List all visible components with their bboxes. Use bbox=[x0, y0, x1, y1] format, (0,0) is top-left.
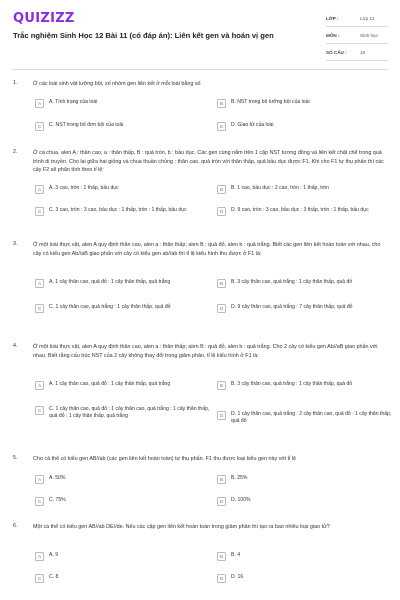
question-text: Ở các loài sinh vật lưỡng bội, số nhóm gen liên kết ở mỗi loài bằng số bbox=[33, 81, 201, 87]
option-letter-box: C bbox=[35, 497, 44, 506]
option-a[interactable] bbox=[35, 552, 210, 561]
option-a[interactable] bbox=[35, 475, 210, 484]
option-b[interactable] bbox=[217, 475, 392, 484]
option-text: B. 3 cây thân cao, quả trắng : 1 cây thân thấp, quả đỏ bbox=[231, 381, 353, 387]
option-text: A. 50% bbox=[49, 475, 66, 481]
meta-key: LỚP : bbox=[326, 15, 339, 21]
option-text: D. 16 bbox=[231, 574, 244, 580]
option-text: B. 25% bbox=[231, 475, 248, 481]
option-text: A. 1 cây thân cao, quả đỏ : 1 cây thân thấp, quả trắng bbox=[49, 381, 171, 387]
option-text: C. 1 cây thân cao, quả đỏ : 1 cây thân cao, quả trắng : 1 cây thân thấp, quả đỏ : 1 cây thân thấp, quả trắng bbox=[49, 406, 210, 419]
option-letter-box: D bbox=[217, 574, 226, 583]
option-letter-box: A bbox=[35, 99, 44, 108]
option-a[interactable] bbox=[35, 185, 210, 194]
option-text: D. 100% bbox=[231, 497, 251, 503]
option-a[interactable] bbox=[35, 99, 210, 108]
option-text: A. 3 cao, tròn : 1 thấp, bầu dục bbox=[49, 185, 119, 191]
option-text: B. 3 cây thân cao, quả trắng : 1 cây thân thấp, quả đỏ bbox=[231, 279, 353, 285]
option-letter-box: B bbox=[217, 475, 226, 484]
option-letter-box: D bbox=[217, 411, 226, 420]
meta-row-class bbox=[326, 10, 388, 27]
option-text: C. 75% bbox=[49, 497, 66, 503]
question-number: 4. bbox=[13, 343, 18, 349]
meta-panel bbox=[326, 10, 388, 61]
option-c[interactable] bbox=[35, 122, 210, 131]
option-c[interactable] bbox=[35, 497, 210, 506]
option-d[interactable] bbox=[217, 207, 392, 216]
option-text: C. 3 cao, tròn : 3 cao, bầu dục : 1 thấp, tròn : 1 thấp, bầu dục bbox=[49, 207, 187, 213]
option-text: B. NST trong bộ lưỡng bội của loài bbox=[231, 99, 310, 105]
option-letter-box: A bbox=[35, 381, 44, 390]
question-text: Ở cà chua, alen A : thân cao, a : thân thấp, B : quả tròn, b : bầu dục. Các gen cùng nằm trên 1 cặp NST tương đồng và liên kết chặt chẽ trong quá trình di truyền. Cho lai giữa hai giống và chua thuần chủng : thân cao, quả tròn với thân thấp, quả bầu dục được F1. Khi cho F1 tự thụ phấn thì các cây F2 sẽ phân tính theo tỉ lệ: bbox=[33, 150, 384, 174]
question-number: 6. bbox=[13, 523, 18, 529]
meta-row-count bbox=[326, 44, 388, 61]
option-text: C. 1 cây thân cao, quả trắng : 1 cây thân thấp, quả đỏ bbox=[49, 304, 171, 310]
quizizz-logo: QUIZIZZ bbox=[13, 11, 75, 26]
meta-value: 16 bbox=[360, 49, 366, 55]
option-text: D. Giao tử của loài bbox=[231, 122, 274, 128]
option-a[interactable] bbox=[35, 381, 210, 390]
option-d[interactable] bbox=[217, 411, 392, 424]
option-text: D. 9 cao, tròn : 3 cao, bầu dục : 3 thấp, tròn : 1 thấp, bầu dục bbox=[231, 207, 369, 213]
option-text: C. NST trong bộ đơn bội của loài bbox=[49, 122, 124, 128]
option-letter-box: C bbox=[35, 304, 44, 313]
option-a[interactable] bbox=[35, 279, 210, 288]
question-text: Ở một loài thực vật, alen A quy định thân cao, alen a : thân thấp; alen B : quả đỏ, alen b : quả trắng. Biết các gen liên kết hoàn toàn với nhau, cho cây có kiểu gen Ab//aB giao phấn với cây có kiểu gen ab//ab thì tỉ lệ kiểu hình thu được ở F1 là: bbox=[33, 242, 381, 257]
option-letter-box: C bbox=[35, 122, 44, 131]
option-letter-box: C bbox=[35, 406, 44, 415]
option-letter-box: A bbox=[35, 279, 44, 288]
option-letter-box: C bbox=[35, 574, 44, 583]
meta-value: Sinh học bbox=[360, 32, 378, 38]
question-number: 5. bbox=[13, 455, 18, 461]
option-c[interactable] bbox=[35, 406, 210, 419]
option-letter-box: B bbox=[217, 185, 226, 194]
option-letter-box: B bbox=[217, 279, 226, 288]
option-letter-box: A bbox=[35, 185, 44, 194]
option-text: B. 1 cao, bầu dục : 2 cao, tròn : 1 thấp, tròn bbox=[231, 185, 329, 191]
question-text: Ở một loài thực vật, alen A quy định thân cao, alen a : thân thấp; alen B : quả đỏ, alen b : quả trắng. Cho 2 cây có kiểu gen Ab//aB giao phấn với nhau. Biết rằng cấu trúc NST của 2 cây không thay đổi trong giảm phân, tỉ lệ kiểu hình ở F1 là: bbox=[33, 344, 378, 359]
question-number: 1. bbox=[13, 80, 18, 86]
option-b[interactable] bbox=[217, 99, 392, 108]
option-text: A. Tính trạng của loài bbox=[49, 99, 98, 105]
option-text: B. 4 bbox=[231, 552, 241, 558]
question-number: 2. bbox=[13, 149, 18, 155]
meta-value: Lớp 12 bbox=[360, 15, 375, 21]
option-letter-box: A bbox=[35, 475, 44, 484]
option-d[interactable] bbox=[217, 122, 392, 131]
option-letter-box: D bbox=[217, 207, 226, 216]
meta-key: SỐ CÂU : bbox=[326, 49, 347, 55]
meta-key: MÔN : bbox=[326, 32, 340, 38]
option-text: D. 9 cây thân cao, quả trắng : 7 cây thân thấp, quả đỏ bbox=[231, 304, 353, 310]
option-letter-box: D bbox=[217, 122, 226, 131]
option-b[interactable] bbox=[217, 279, 392, 288]
option-d[interactable] bbox=[217, 304, 392, 313]
option-letter-box: D bbox=[217, 497, 226, 506]
option-c[interactable] bbox=[35, 304, 210, 313]
option-d[interactable] bbox=[217, 497, 392, 506]
option-d[interactable] bbox=[217, 574, 392, 583]
option-text: D. 1 cây thân cao, quả trắng : 2 cây thân cao, quả đỏ : 1 cây thân thấp, quả đỏ bbox=[231, 411, 392, 424]
meta-row-subject bbox=[326, 27, 388, 44]
option-letter-box: B bbox=[217, 381, 226, 390]
question-number: 3. bbox=[13, 241, 18, 247]
page-title: Trắc nghiệm Sinh Học 12 Bài 11 (có đáp án): Liên kết gen và hoán vị gen bbox=[13, 31, 274, 40]
option-letter-box: B bbox=[217, 552, 226, 561]
option-b[interactable] bbox=[217, 381, 392, 390]
question-text: Cho cá thể có kiểu gen AB//ab (các gen liên kết hoàn toàn) tự thụ phấn. F1 thu được loại kiểu gen này với tỉ lệ bbox=[33, 456, 297, 462]
option-b[interactable] bbox=[217, 552, 392, 561]
option-c[interactable] bbox=[35, 574, 210, 583]
option-text: A. 1 cây thân cao, quả đỏ : 1 cây thân thấp, quả trắng bbox=[49, 279, 171, 285]
option-letter-box: A bbox=[35, 552, 44, 561]
option-letter-box: C bbox=[35, 207, 44, 216]
option-c[interactable] bbox=[35, 207, 210, 216]
question-text: Một cá thể có kiểu gen AB//ab DE//de. Nếu các cặp gen liên kết hoàn toàn trong giảm phân thì tạo ra bao nhiêu loại giao tử? bbox=[33, 524, 330, 530]
option-text: A. 9 bbox=[49, 552, 59, 558]
header-divider bbox=[12, 69, 388, 70]
option-b[interactable] bbox=[217, 185, 392, 194]
option-letter-box: D bbox=[217, 304, 226, 313]
option-text: C. 8 bbox=[49, 574, 59, 580]
option-letter-box: B bbox=[217, 99, 226, 108]
